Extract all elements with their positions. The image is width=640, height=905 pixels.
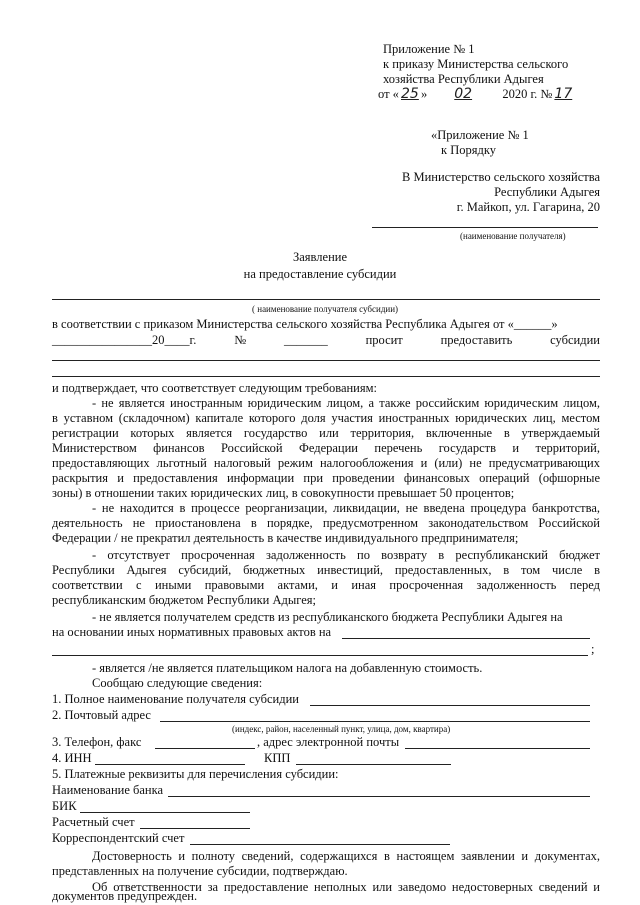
closing-p1-line-2: представленных на получение субсидии, подтверждаю.: [52, 864, 348, 878]
req2-line-2: деятельность не приостановлена в порядке, предусмотренном законодательством Российской: [52, 516, 600, 530]
intro-line-3: и подтверждает, что соответствует следующим требованиям:: [52, 381, 377, 395]
field-email-line[interactable]: [405, 748, 590, 749]
field-postal-line[interactable]: [160, 721, 590, 722]
field-bank-name-label: Наименование банка: [52, 783, 164, 797]
req2-line-3: Федерации / не прекратил деятельность в качестве индивидуального предпринимателя;: [52, 531, 519, 545]
semicolon: ;: [591, 642, 595, 656]
subsidy-purpose-line-2: [52, 376, 600, 377]
req3-line-3: соответствии с иными правовыми актами, и иная просроченная задолженность перед: [52, 578, 600, 592]
handwritten-month: 02: [454, 86, 473, 102]
req1-line-2: в уставном (складочном) капитале которого доля участия иностранных юридических лиц, местом: [52, 411, 600, 425]
recipient-name-line: [52, 299, 600, 300]
req1-line-3: регистрации которых является государство или территория, включенные в утверждаемый: [52, 426, 600, 440]
field-inn-label: 4. ИНН: [52, 751, 92, 765]
vat-status-line: - является /не является плательщиком налога на добавленную стоимость.: [92, 661, 483, 675]
closing-p2-line-1: Об ответственности за предоставление неполных или заведомо недостоверных сведений и: [92, 880, 600, 894]
req4-line-1: - не является получателем средств из республиканского бюджета Республики Адыгея на: [92, 610, 563, 624]
order-year-number-label: 2020 г. №: [502, 87, 553, 101]
req1-line-1: - не является иностранным юридическим лицом, а также российским юридическим лицом,: [92, 396, 600, 410]
req4-blank-line-1: [342, 638, 590, 639]
intro-number-sign: №: [234, 333, 247, 347]
field-phone-line[interactable]: [155, 748, 255, 749]
req4-line-2: на основании иных нормативных правовых актов на: [52, 625, 332, 639]
addressee-line-1: В Министерство сельского хозяйства: [402, 170, 600, 184]
field-kpp-label: КПП: [264, 751, 291, 765]
order-date-line: [378, 87, 574, 102]
intro-word-subsidy: субсидии: [550, 333, 600, 347]
field-phone-label: 3. Телефон, факс: [52, 735, 142, 749]
field-kpp-line[interactable]: [296, 764, 451, 765]
handwritten-day: 25: [401, 86, 419, 102]
field-account-line[interactable]: [140, 828, 250, 829]
field-bank-name-line[interactable]: [168, 796, 590, 797]
closing-p2-line-2: документов предупрежден.: [52, 889, 198, 903]
date-prefix: от «: [378, 87, 399, 101]
order-annex-title: Приложение № 1: [383, 42, 475, 56]
req4-blank-line-2: [52, 655, 588, 656]
field-inn-line[interactable]: [95, 764, 245, 765]
addressee-caption: (наименование получателя): [460, 231, 566, 241]
intro-line-1: в соответствии с приказом Министерства сельского хозяйства Республика Адыгея от «______»: [52, 317, 558, 331]
field-postal-label: 2. Почтовый адрес: [52, 708, 151, 722]
addressee-line-2: Республики Адыгея: [494, 185, 600, 199]
field-bik-label: БИК: [52, 799, 77, 813]
intro-line-2: [52, 333, 600, 348]
info-heading: Сообщаю следующие сведения:: [92, 676, 263, 690]
req1-line-5: предоставляющих льготный налоговый режим налогообложения и (или) не предусматривающих: [52, 456, 600, 470]
field-corr-account-line[interactable]: [190, 844, 450, 845]
closing-p1-line-1: Достоверность и полноту сведений, содержащихся в настоящем заявлении и документах,: [92, 849, 600, 863]
intro-date-blank: ________________20____г.: [52, 333, 197, 347]
field-full-name-line[interactable]: [310, 705, 590, 706]
intro-number-blank: _______: [283, 333, 328, 347]
handwritten-order-number: 17: [554, 86, 573, 102]
addressee-name-line: [372, 227, 598, 228]
order-ministry-line: хозяйства Республики Адыгея: [383, 72, 544, 86]
req3-line-4: республиканским бюджетом Республики Адыгея;: [52, 593, 317, 607]
annex-title: «Приложение № 1: [431, 128, 529, 142]
req1-line-4: Министерством финансов Российской Федерации перечень государств и территорий,: [52, 441, 600, 455]
req3-line-1: - отсутствует просроченная задолженность по возврату в республиканский бюджет: [92, 548, 600, 562]
field-bik-line[interactable]: [80, 812, 250, 813]
document-subtitle: на предоставление субсидии: [243, 267, 397, 281]
req1-line-6: раскрытия и предоставления информации при проведении финансовых операций (офшорные: [52, 471, 600, 485]
intro-word-requests: просит: [365, 333, 403, 347]
recipient-caption: ( наименование получателя субсидии): [252, 304, 399, 314]
bank-details-heading: 5. Платежные реквизиты для перечисления субсидии:: [52, 767, 339, 781]
annex-procedure-ref: к Порядку: [441, 143, 496, 157]
field-account-label: Расчетный счет: [52, 815, 135, 829]
field-email-label: , адрес электронной почты: [257, 735, 400, 749]
req1-line-7: зоны) в отношении таких юридических лиц, в совокупности превышает 50 процентов;: [52, 486, 515, 500]
date-mid: »: [420, 87, 428, 101]
req2-line-1: - не находится в процессе реорганизации, ликвидации, не введена процедура банкротства,: [92, 501, 600, 515]
field-full-name-label: 1. Полное наименование получателя субсидии: [52, 692, 299, 706]
field-corr-account-label: Корреспондентский счет: [52, 831, 185, 845]
document-title: Заявление: [292, 250, 347, 264]
subsidy-purpose-line-1: [52, 360, 600, 361]
field-postal-caption: (индекс, район, населенный пункт, улица, дом, квартира): [232, 724, 451, 734]
order-reference-line: к приказу Министерства сельского: [383, 57, 569, 71]
req3-line-2: Республики Адыгея субсидий, бюджетных инвестиций, предоставленных, в том числе в: [52, 563, 600, 577]
intro-word-provide: предоставить: [440, 333, 513, 347]
addressee-line-3: г. Майкоп, ул. Гагарина, 20: [456, 200, 600, 214]
